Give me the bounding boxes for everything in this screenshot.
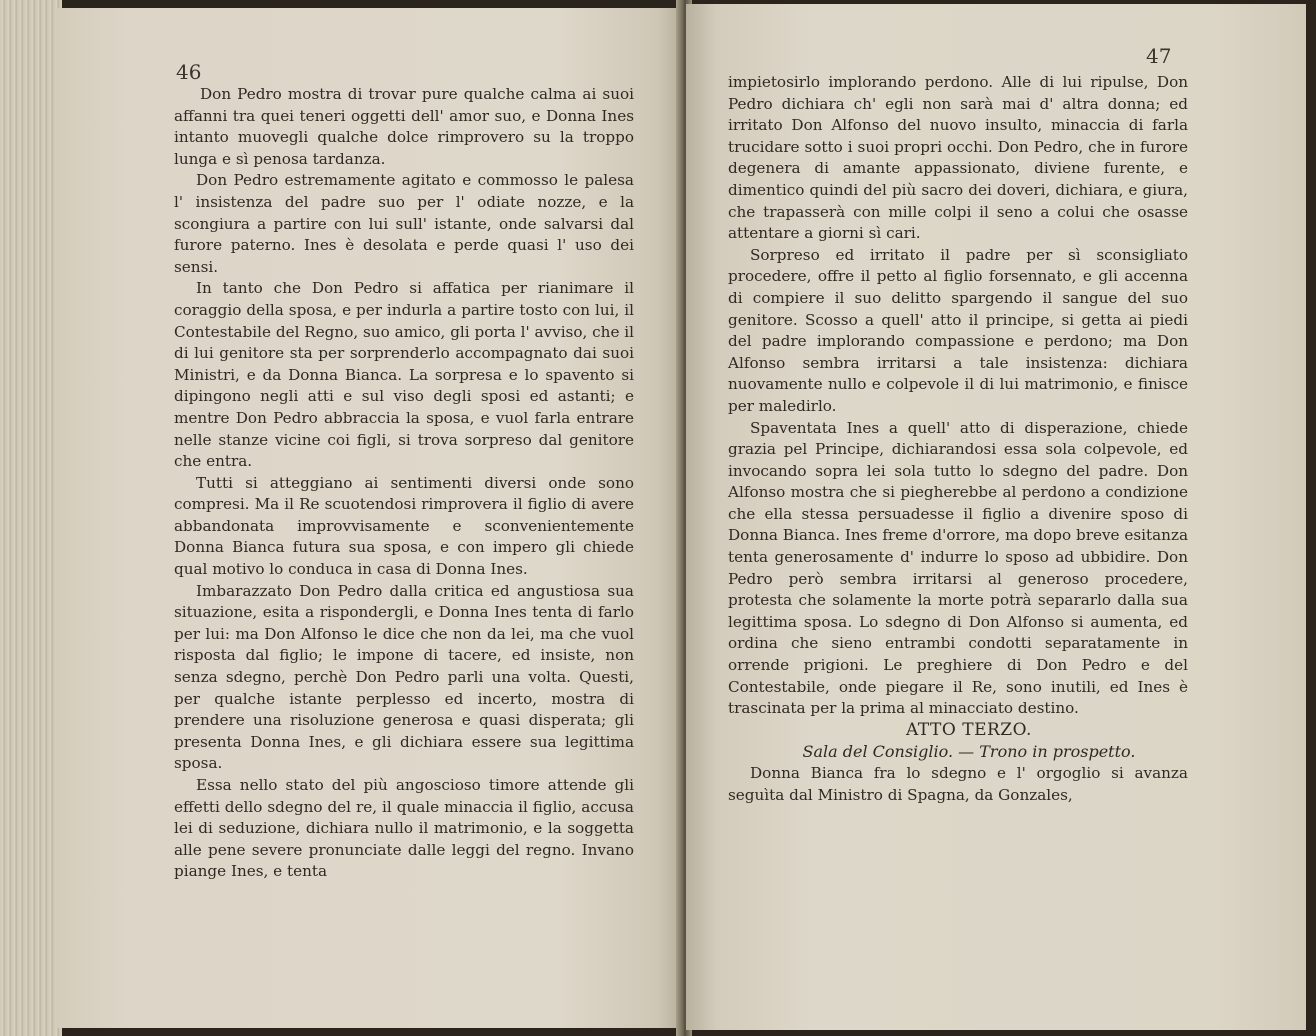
page-number-right: 47 xyxy=(1146,44,1172,68)
paragraph: impietosirlo implorando perdono. Alle di lui ripulse, Don Pedro dichiara ch' egli non sarà mai d' altra donna; ed irritato Don Alfonso del nuovo insulto, minaccia di farla trucidare sotto i suoi propri occhi. Don Pedro, che in furore degenera di amante appassionato, diviene furente, e dimentico quindi del più sacro dei doveri, dichiara, e giura, che trapasserà con mille colpi il seno a colui che osasse attentare a giorni sì cari. xyxy=(728,73,1188,243)
paragraph: Imbarazzato Don Pedro dalla critica ed angustiosa sua situazione, esita a rispondergli, e Donna Ines tenta di farlo per lui: ma Don Alfonso le dice che non da lei, ma che vuol risposta dal figlio; le impone di tacere, ed insiste, non senza sdegno, perchè Don Pedro parli una volta. Questi, per qualche istante perplesso ed incerto, mostra di prendere una risoluzione generosa e quasi disperata; gli presenta Donna Ines, e gli dichiara essere sua legittima sposa. xyxy=(174,581,634,773)
paragraph: Spaventata Ines a quell' atto di disperazione, chiede grazia pel Principe, dichiarandosi essa sola colpevole, ed invocando sopra lei sola tutto lo sdegno del padre. Don Alfonso mostra che si piegherebbe al perdono a condizione che ella stessa persuadesse il figlio a divenire sposo di Donna Bianca. Ines freme d'orrore, ma dopo breve esitanza tenta generosamente d' indurre lo sposo ad ubbidire. Don Pedro però sembra irritarsi al generoso procedere, protesta che solamente la morte potrà separarlo dalla sua legittima sposa. Lo sdegno di Don Alfonso si aumenta, ed ordina che sieno entrambi condotti separatamente in orrende prigioni. Le preghiere di Don Pedro e del Contestabile, onde piegare il Re, sono inutili, ed Ines è trascinata per la prima al minacciato destino. xyxy=(728,418,1188,718)
paragraph: Sorpreso ed irritato il padre per sì sconsigliato procedere, offre il petto al figlio forsennato, e gli accenna di compiere il suo delitto spargendo il sangue del suo genitore. Scosso a quell' atto il principe, si getta ai piedi del padre implorando compassione e perdono; ma Don Alfonso sembra irritarsi a tale insistenza: dichiara nuovamente nullo e colpevole il di lui matrimonio, e finisce per maledirlo. xyxy=(728,245,1188,415)
page-edges xyxy=(0,0,62,1036)
right-page xyxy=(686,4,1306,1030)
paragraph: Don Pedro estremamente agitato e commosso le palesa l' insistenza del padre suo per l' odiate nozze, e la scongiura a partire con lui sull' istante, onde salvarsi dal furore paterno. Ines è desolata e perde quasi l' uso dei sensi. xyxy=(174,171,634,276)
right-page-text xyxy=(728,72,1188,806)
left-page xyxy=(56,8,682,1028)
paragraph: In tanto che Don Pedro si affatica per rianimare il coraggio della sposa, e per indurla a partire tosto con lui, il Contestabile del Regno, suo amico, gli porta l' avviso, che il di lui genitore sta per sorprenderlo accompagnato dai suoi Ministri, e da Donna Bianca. La sorpresa e lo spavento si dipingono negli atti e sul viso degli sposi ed astanti; e mentre Don Pedro abbraccia la sposa, e vuol farla entrare nelle stanze vicine coi figli, si trova sorpreso dal genitore che entra. xyxy=(174,279,634,471)
scene-subheading: Sala del Consiglio. — Trono in prospetto. xyxy=(802,742,1136,762)
paragraph: Don Pedro mostra di trovar pure qualche calma ai suoi affanni tra quei teneri oggetti dell' amor suo, e Donna Ines intanto muovegli qualche dolce rimprovero su la troppo lunga e sì penosa tardanza. xyxy=(174,85,634,168)
page-number-left: 46 xyxy=(176,60,202,84)
paragraph: Tutti si atteggiano ai sentimenti diversi onde sono compresi. Ma il Re scuotendosi rimprovera il figlio di avere abbandonata improvvisamente e sconvenientemente Donna Bianca futura sua sposa, e con impero gli chiede qual motivo lo conduca in casa di Donna Ines. xyxy=(174,473,634,579)
paragraph: Donna Bianca fra lo sdegno e l' orgoglio si avanza seguìta dal Ministro di Spagna, da Gonzales, xyxy=(728,764,1188,804)
act-heading: ATTO TERZO. xyxy=(906,719,1032,740)
left-page-text xyxy=(174,84,634,883)
paragraph: Essa nello stato del più angoscioso timore attende gli effetti dello sdegno del re, il quale minaccia il figlio, accusa lei di seduzione, dichiara nullo il matrimonio, e la soggetta alle pene severe pronunciate dalle leggi del regno. Invano piange Ines, e tenta xyxy=(174,776,634,881)
